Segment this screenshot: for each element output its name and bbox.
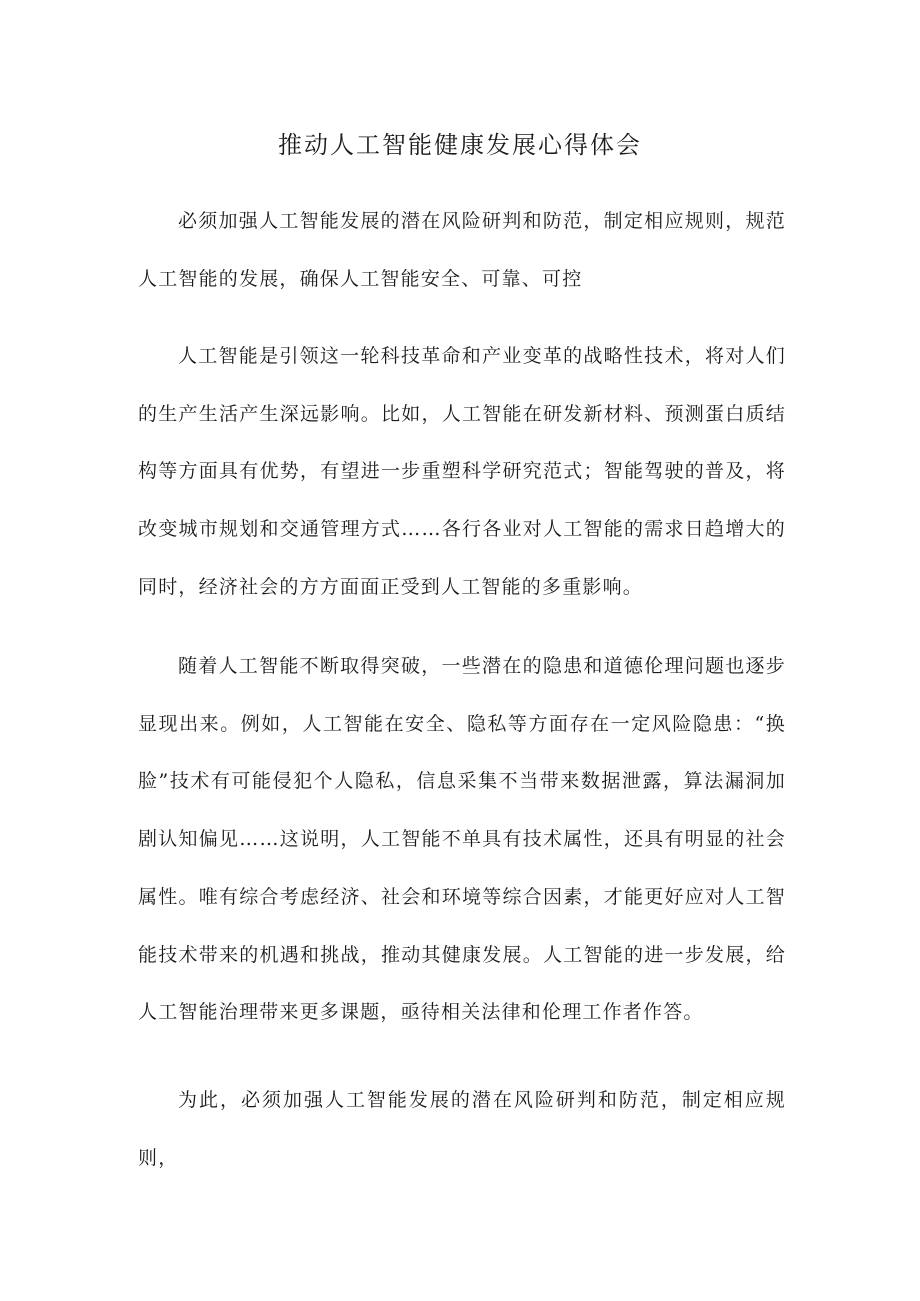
document-title: 推动人工智能健康发展心得体会: [278, 131, 642, 159]
paragraph-summary: 必须加强人工智能发展的潜在风险研判和防范，制定相应规则，规范人工智能的发展，确保人工智能安全、可靠、可控: [138, 210, 786, 290]
paragraph-ai-impact: 人工智能是引领这一轮科技革命和产业变革的战略性技术，将对人们的生产生活产生深远影响。比如，人工智能在研发新材料、预测蛋白质结构等方面具有优势，有望进一步重塑科学研究范式；智能驾驶的普及，将改变城市规划和交通管理方式……各行各业对人工智能的需求日趋增大的同时，经济社会的方方面面正受到人工智能的多重影响。: [138, 345, 786, 598]
paragraph-conclusion: 为此，必须加强人工智能发展的潜在风险研判和防范，制定相应规则，: [138, 1089, 786, 1169]
paragraph-ai-risks: 随着人工智能不断取得突破，一些潜在的隐患和道德伦理问题也逐步显现出来。例如，人工智能在安全、隐私等方面存在一定风险隐患：“换脸”技术有可能侵犯个人隐私，信息采集不当带来数据泄露，算法漏洞加剧认知偏见……这说明，人工智能不单具有技术属性，还具有明显的社会属性。唯有综合考虑经济、社会和环境等综合因素，才能更好应对人工智能技术带来的机遇和挑战，推动其健康发展。人工智能的进一步发展，给人工智能治理带来更多课题，亟待相关法律和伦理工作者作答。: [138, 655, 786, 1024]
